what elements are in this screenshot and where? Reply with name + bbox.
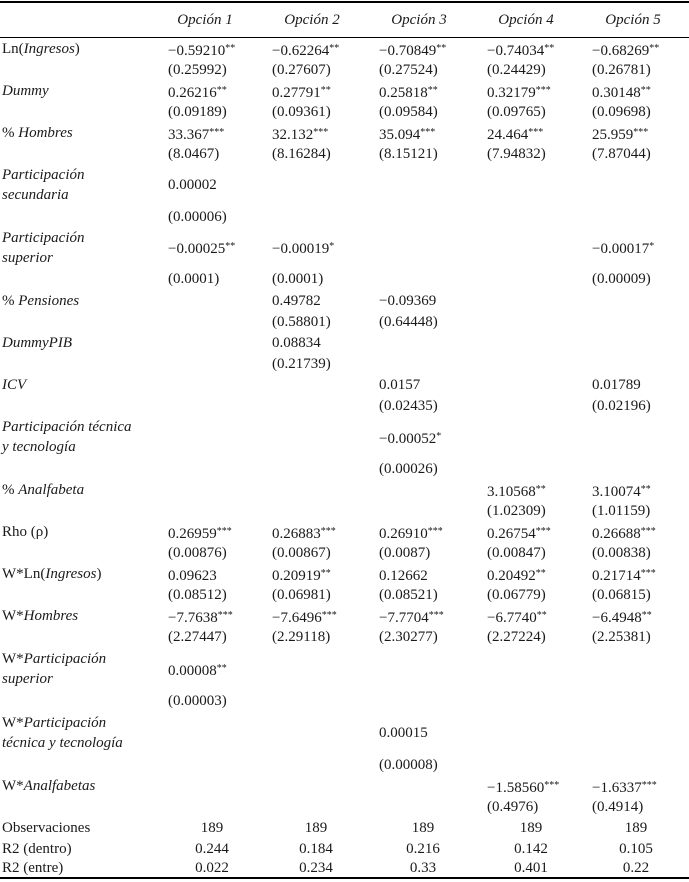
- top-rule: [0, 1, 689, 3]
- coef-w-part-superior-1: 0.00008**: [168, 663, 227, 679]
- se-rho-3: (0.0087): [379, 545, 431, 561]
- se-icv-5: (0.02196): [592, 398, 651, 414]
- se-hombres-3: (8.15121): [379, 146, 438, 162]
- row-label-dummypib: DummyPIB: [2, 335, 72, 351]
- col-header-5: Opción 5: [605, 12, 661, 28]
- r2-dentro-value-1: 0.244: [195, 841, 229, 857]
- se-w-hombres-2: (2.29118): [272, 629, 331, 645]
- coef-hombres-3: 35.094***: [379, 127, 436, 143]
- se-part-secundaria-1: (0.00006): [168, 209, 227, 225]
- se-rho-5: (0.00838): [592, 545, 651, 561]
- se-w-analfabetas-5: (0.4914): [592, 799, 644, 815]
- se-w-hombres-5: (2.25381): [592, 629, 651, 645]
- observaciones-value-3: 189: [411, 820, 435, 836]
- coef-w-ln-ingresos-5: 0.21714***: [592, 568, 656, 584]
- r2-entre-value-2: 0.234: [299, 860, 333, 876]
- col-header-2: Opción 2: [284, 12, 340, 28]
- se-rho-4: (0.00847): [487, 545, 546, 561]
- observaciones-value-2: 189: [304, 820, 328, 836]
- coef-part-superior-2: −0.00019*: [272, 241, 335, 257]
- row-label-part-tecnica: Participación técnica: [2, 419, 132, 435]
- bottom-rule: [0, 877, 689, 879]
- r2-entre-value-3: 0.33: [409, 860, 437, 876]
- coef-w-ln-ingresos-1: 0.09623: [168, 568, 217, 584]
- row-label-part-tecnica-2: y tecnología: [2, 439, 76, 455]
- r2-entre-value-1: 0.022: [195, 860, 229, 876]
- coef-icv-5: 0.01789: [592, 377, 641, 393]
- col-header-3: Opción 3: [391, 12, 447, 28]
- coef-analfabeta-4: 3.10568**: [487, 484, 546, 500]
- r2-entre-value-4: 0.401: [514, 860, 548, 876]
- row-label-w-hombres: W*Hombres: [2, 608, 79, 624]
- coef-w-hombres-2: −7.6496***: [272, 610, 337, 626]
- r2-dentro-value-5: 0.105: [619, 841, 653, 857]
- observaciones-value-5: 189: [624, 820, 648, 836]
- r2-entre-value-5: 0.22: [622, 860, 650, 876]
- row-label-ln-ingresos: Ln(Ingresos): [2, 41, 80, 57]
- se-part-superior-5: (0.00009): [592, 271, 651, 287]
- coef-w-hombres-1: −7.7638***: [168, 610, 233, 626]
- coef-rho-4: 0.26754***: [487, 526, 551, 542]
- col-header-4: Opción 4: [498, 12, 554, 28]
- coef-w-analfabetas-4: −1.58560***: [487, 780, 560, 796]
- se-ln-ingresos-3: (0.27524): [379, 62, 438, 78]
- se-w-ln-ingresos-5: (0.06815): [592, 587, 651, 603]
- coef-w-hombres-5: −6.4948**: [592, 610, 652, 626]
- se-w-hombres-4: (2.27224): [487, 629, 546, 645]
- se-w-part-tecnica-3: (0.00008): [379, 757, 438, 773]
- se-ln-ingresos-2: (0.27607): [272, 62, 331, 78]
- coef-pensiones-2: 0.49782: [272, 293, 321, 309]
- row-label-rho: Rho (ρ): [2, 524, 49, 540]
- observaciones-value-1: 189: [200, 820, 224, 836]
- r2-dentro-value-3: 0.216: [406, 841, 440, 857]
- se-rho-1: (0.00876): [168, 545, 227, 561]
- coef-w-ln-ingresos-4: 0.20492**: [487, 568, 546, 584]
- coef-part-tecnica-3: −0.00052*: [379, 431, 442, 447]
- row-label-observaciones: Observaciones: [2, 820, 91, 836]
- coef-ln-ingresos-3: −0.70849**: [379, 43, 447, 59]
- se-part-superior-1: (0.0001): [168, 271, 220, 287]
- se-rho-2: (0.00867): [272, 545, 331, 561]
- se-hombres-2: (8.16284): [272, 146, 331, 162]
- se-hombres-1: (8.0467): [168, 146, 220, 162]
- coef-hombres-1: 33.367***: [168, 127, 225, 143]
- row-label-part-superior: Participación: [2, 230, 85, 246]
- se-w-hombres-1: (2.27447): [168, 629, 227, 645]
- se-w-ln-ingresos-2: (0.06981): [272, 587, 331, 603]
- row-label-r2-entre: R2 (entre): [2, 860, 64, 876]
- coef-w-analfabetas-5: −1.6337***: [592, 780, 657, 796]
- coef-w-hombres-4: −6.7740**: [487, 610, 547, 626]
- row-label-w-part-tecnica-2: técnica y tecnología: [2, 735, 123, 751]
- se-w-hombres-3: (2.30277): [379, 629, 438, 645]
- coef-part-secundaria-1: 0.00002: [168, 177, 217, 193]
- coef-ln-ingresos-1: −0.59210**: [168, 43, 236, 59]
- coef-analfabeta-5: 3.10074**: [592, 484, 651, 500]
- row-label-part-secundaria-2: secundaria: [2, 187, 69, 203]
- coef-w-hombres-3: −7.7704***: [379, 610, 444, 626]
- coef-w-ln-ingresos-3: 0.12662: [379, 568, 428, 584]
- r2-dentro-value-2: 0.184: [299, 841, 333, 857]
- coef-w-part-tecnica-3: 0.00015: [379, 725, 428, 741]
- header-rule: [0, 37, 689, 38]
- coef-ln-ingresos-5: −0.68269**: [592, 43, 660, 59]
- se-pensiones-3: (0.64448): [379, 314, 438, 330]
- se-dummy-2: (0.09361): [272, 104, 331, 120]
- coef-dummy-3: 0.25818**: [379, 85, 438, 101]
- coef-pensiones-3: −0.09369: [379, 293, 437, 309]
- coef-hombres-2: 32.132***: [272, 127, 329, 143]
- coef-dummy-1: 0.26216**: [168, 85, 227, 101]
- se-dummy-3: (0.09584): [379, 104, 438, 120]
- row-label-pensiones: % Pensiones: [2, 293, 80, 309]
- se-icv-3: (0.02435): [379, 398, 438, 414]
- row-label-w-part-superior-2: superior: [2, 671, 53, 687]
- coef-hombres-4: 24.464***: [487, 127, 544, 143]
- se-w-ln-ingresos-3: (0.08521): [379, 587, 438, 603]
- observaciones-value-4: 189: [519, 820, 543, 836]
- coef-ln-ingresos-4: −0.74034**: [487, 43, 555, 59]
- coef-hombres-5: 25.959***: [592, 127, 649, 143]
- se-pensiones-2: (0.58801): [272, 314, 331, 330]
- se-ln-ingresos-1: (0.25992): [168, 62, 227, 78]
- row-label-part-secundaria: Participación: [2, 167, 85, 183]
- se-hombres-5: (7.87044): [592, 146, 651, 162]
- se-hombres-4: (7.94832): [487, 146, 546, 162]
- coef-rho-3: 0.26910***: [379, 526, 443, 542]
- col-header-1: Opción 1: [177, 12, 233, 28]
- se-w-ln-ingresos-1: (0.08512): [168, 587, 227, 603]
- coef-ln-ingresos-2: −0.62264**: [272, 43, 340, 59]
- se-ln-ingresos-5: (0.26781): [592, 62, 651, 78]
- coef-rho-1: 0.26959***: [168, 526, 232, 542]
- se-part-superior-2: (0.0001): [272, 271, 324, 287]
- se-w-analfabetas-4: (0.4976): [487, 799, 539, 815]
- row-label-w-part-superior: W*Participación: [2, 651, 107, 667]
- se-dummy-4: (0.09765): [487, 104, 546, 120]
- r2-dentro-value-4: 0.142: [514, 841, 548, 857]
- se-part-tecnica-3: (0.00026): [379, 461, 438, 477]
- row-label-r2-dentro: R2 (dentro): [2, 841, 72, 857]
- row-label-hombres: % Hombres: [2, 125, 73, 141]
- coef-dummy-2: 0.27791**: [272, 85, 331, 101]
- se-w-ln-ingresos-4: (0.06779): [487, 587, 546, 603]
- se-dummypib-2: (0.21739): [272, 356, 331, 372]
- coef-dummy-4: 0.32179***: [487, 85, 551, 101]
- row-label-dummy: Dummy: [2, 83, 49, 99]
- row-label-icv: ICV: [2, 377, 27, 393]
- row-label-part-superior-2: superior: [2, 250, 53, 266]
- coef-w-ln-ingresos-2: 0.20919**: [272, 568, 331, 584]
- coef-dummypib-2: 0.08834: [272, 335, 321, 351]
- coef-part-superior-5: −0.00017*: [592, 241, 655, 257]
- se-dummy-5: (0.09698): [592, 104, 651, 120]
- coef-icv-3: 0.0157: [379, 377, 421, 393]
- se-dummy-1: (0.09189): [168, 104, 227, 120]
- coef-dummy-5: 0.30148**: [592, 85, 651, 101]
- coef-rho-5: 0.26688***: [592, 526, 656, 542]
- coef-rho-2: 0.26883***: [272, 526, 336, 542]
- se-w-part-superior-1: (0.00003): [168, 693, 227, 709]
- se-ln-ingresos-4: (0.24429): [487, 62, 546, 78]
- row-label-w-analfabetas: W*Analfabetas: [2, 778, 96, 794]
- row-label-w-ln-ingresos: W*Ln(Ingresos): [2, 566, 102, 582]
- row-label-w-part-tecnica: W*Participación: [2, 715, 107, 731]
- row-label-analfabeta: % Analfabeta: [2, 482, 85, 498]
- coef-part-superior-1: −0.00025**: [168, 241, 236, 257]
- se-analfabeta-5: (1.01159): [592, 503, 651, 519]
- se-analfabeta-4: (1.02309): [487, 503, 546, 519]
